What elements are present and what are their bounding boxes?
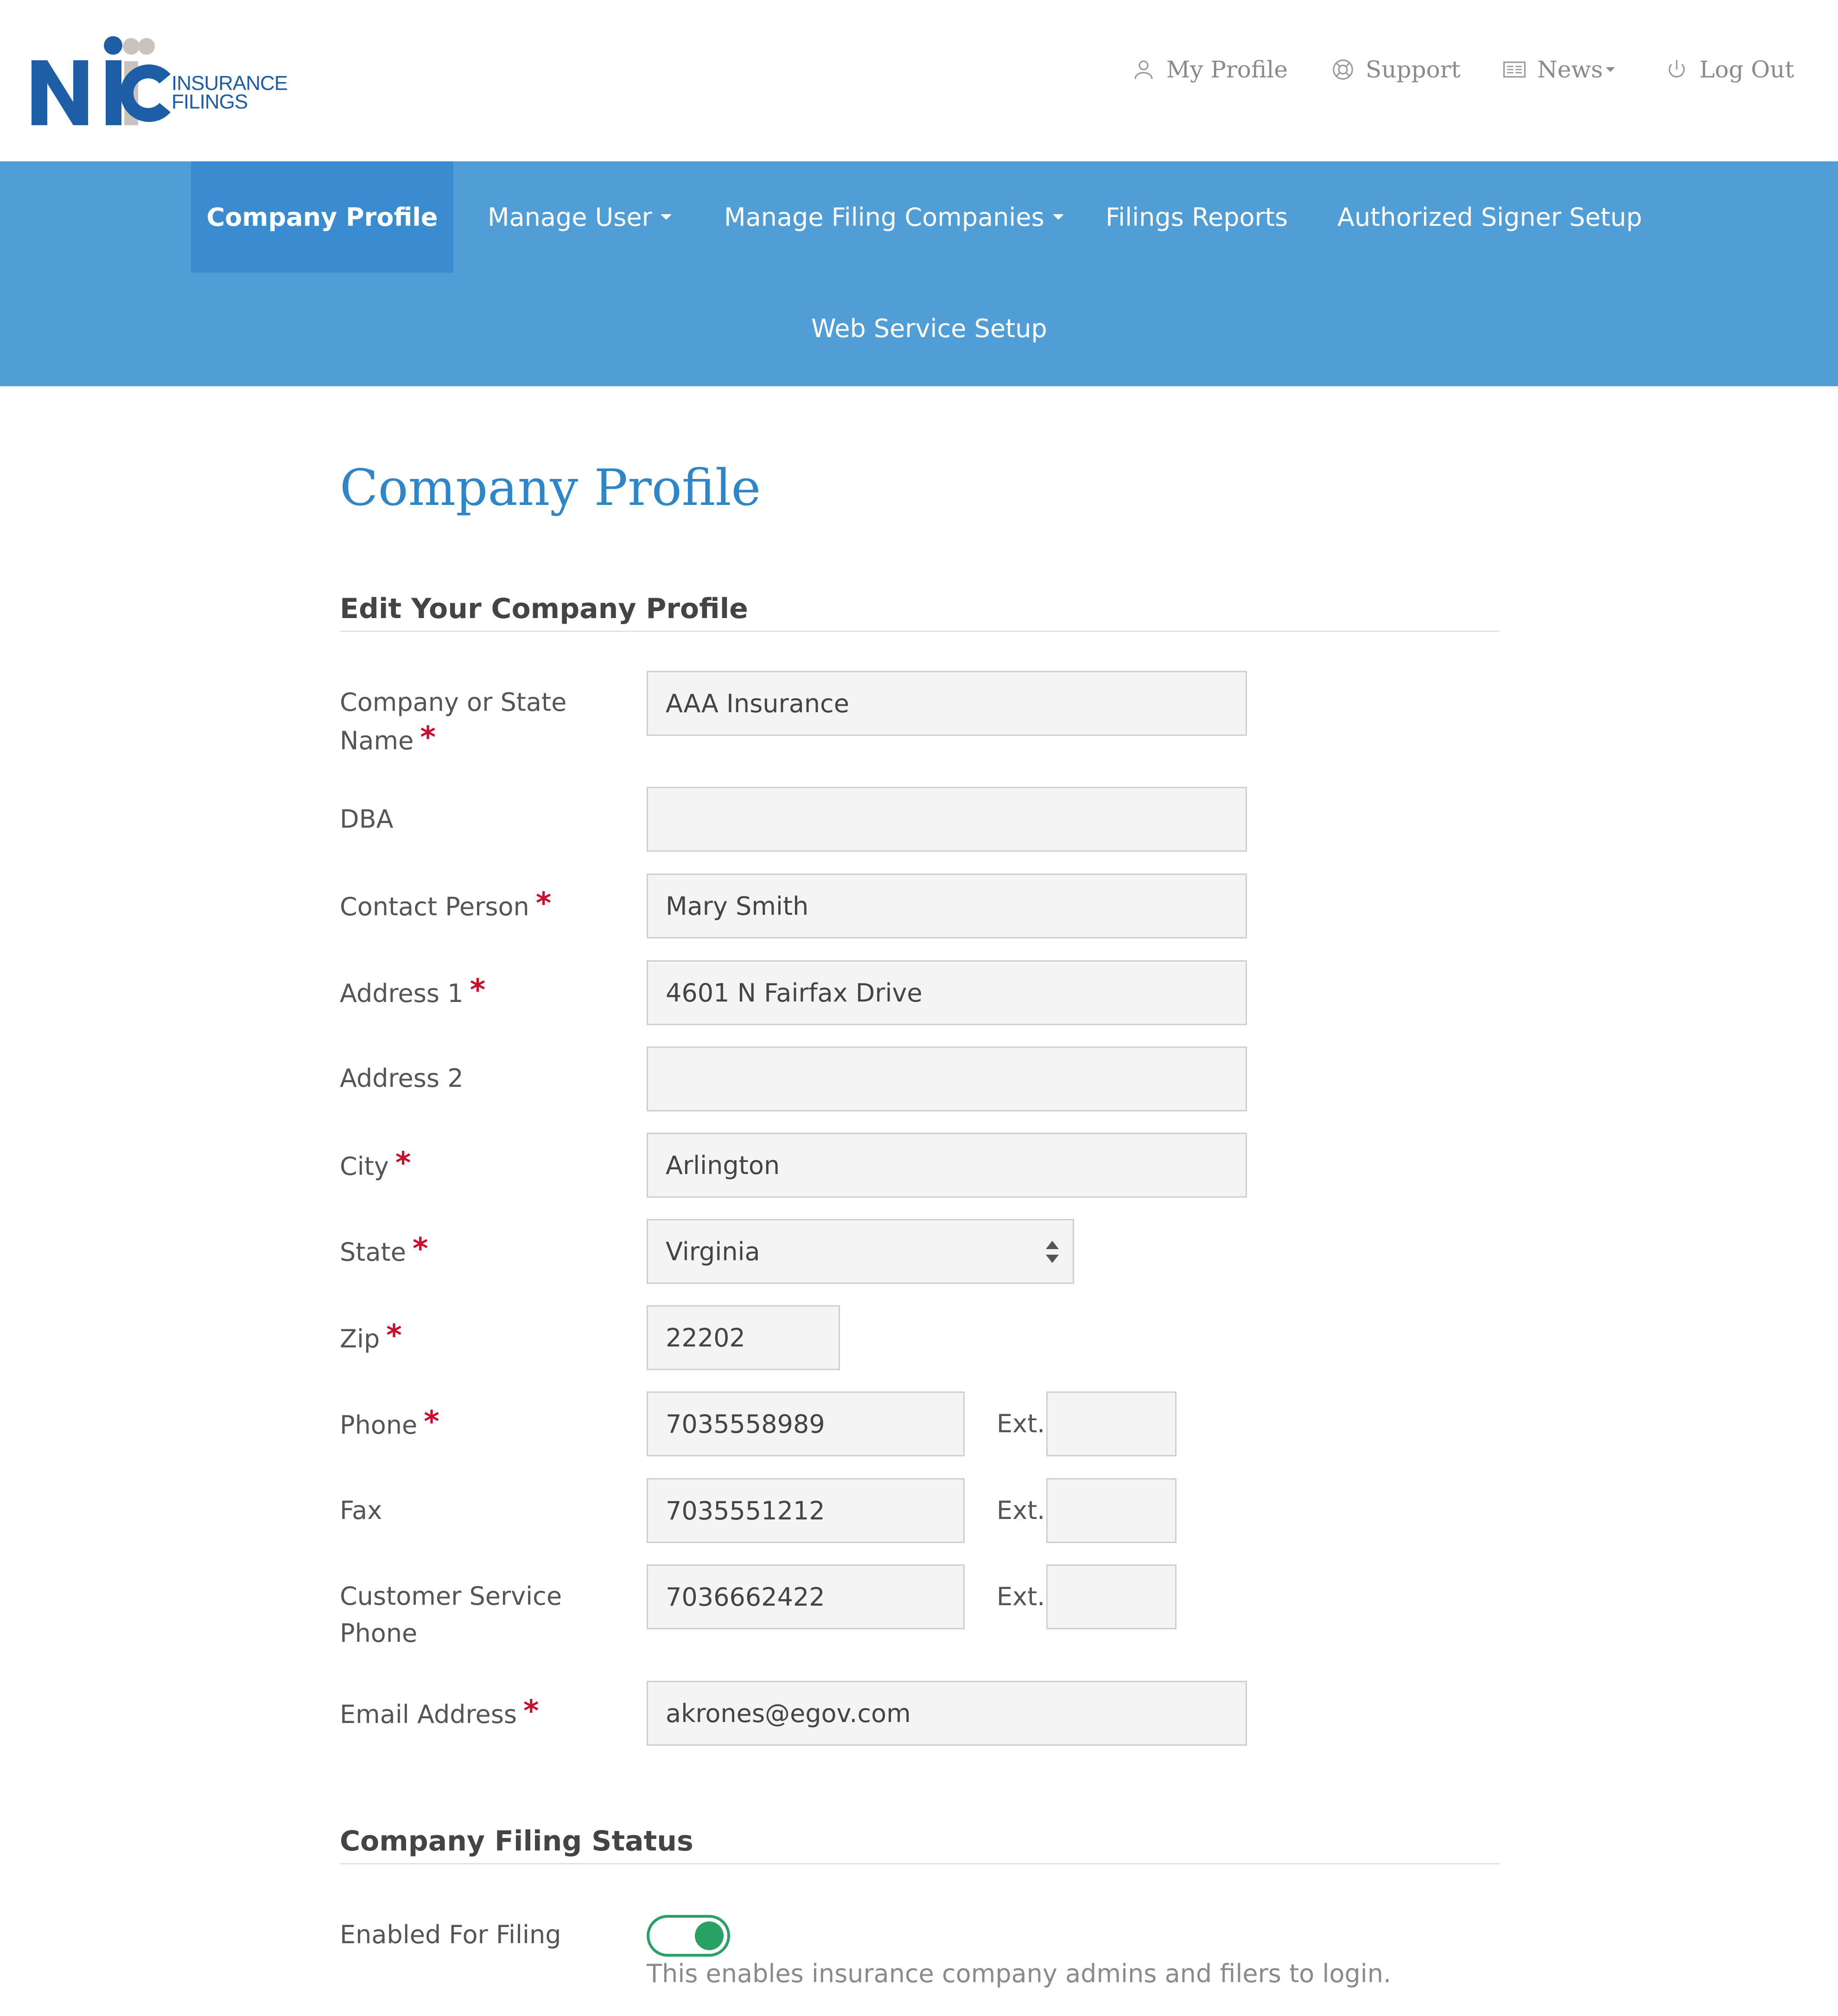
cs-phone-label: Customer Service Phone <box>340 1582 562 1648</box>
enabled-for-filing-label: Enabled For Filing <box>340 1920 561 1949</box>
nic-logo[interactable] <box>32 32 291 130</box>
enabled-help-text: This enables insurance company admins and filers to login. <box>647 1959 1392 1988</box>
address1-input[interactable]: 4601 N Fairfax Drive <box>647 960 1247 1025</box>
dba-label: DBA <box>340 804 394 834</box>
zip-label: Zip * <box>340 1319 402 1353</box>
nav-filings-reports[interactable]: Filings Reports <box>1106 202 1288 232</box>
user-icon <box>1131 57 1156 82</box>
required-marker: * <box>535 887 552 921</box>
fax-ext-input[interactable] <box>1046 1478 1177 1543</box>
cs-phone-ext-label: Ext. <box>997 1582 1045 1611</box>
required-marker: * <box>412 1232 428 1266</box>
fax-label: Fax <box>340 1496 382 1525</box>
support-link[interactable]: Support <box>1330 51 1461 88</box>
chevron-down-icon <box>1606 67 1615 72</box>
address1-label: Address 1 * <box>340 973 486 1008</box>
required-marker: * <box>420 721 436 755</box>
cs-phone-input[interactable]: 7036662422 <box>647 1564 965 1629</box>
power-icon <box>1664 57 1689 82</box>
enabled-for-filing-toggle[interactable] <box>647 1915 730 1957</box>
newspaper-icon <box>1502 57 1527 82</box>
caret-down-icon <box>661 214 672 220</box>
address2-input[interactable] <box>647 1046 1247 1111</box>
section-edit-title: Edit Your Company Profile <box>340 593 748 625</box>
section-divider <box>340 1863 1500 1864</box>
zip-input[interactable]: 22202 <box>647 1305 840 1370</box>
phone-input[interactable]: 7035558989 <box>647 1391 965 1456</box>
required-marker: * <box>470 973 486 1008</box>
required-marker: * <box>523 1694 539 1729</box>
my-profile-link[interactable]: My Profile <box>1131 51 1288 88</box>
dba-input[interactable] <box>647 787 1247 852</box>
site-header <box>0 0 1838 161</box>
page-title: Company Profile <box>340 459 761 517</box>
nav-company-profile[interactable]: Company Profile <box>191 161 453 273</box>
state-label: State * <box>340 1232 428 1267</box>
nav-manage-filing-companies[interactable]: Manage Filing Companies <box>696 161 1092 273</box>
cs-phone-ext-input[interactable] <box>1046 1564 1177 1629</box>
lifebuoy-icon <box>1330 57 1355 82</box>
contact-person-input[interactable]: Mary Smith <box>647 874 1247 938</box>
company-name-label: Company or State Name * <box>340 688 567 755</box>
logout-link[interactable]: Log Out <box>1664 51 1794 88</box>
fax-ext-label: Ext. <box>997 1496 1045 1525</box>
city-label: City * <box>340 1146 411 1181</box>
logo-wordmark: INSURANCE FILINGS <box>172 72 288 113</box>
select-arrows-icon <box>1045 1239 1060 1265</box>
phone-ext-label: Ext. <box>997 1409 1045 1438</box>
fax-input[interactable]: 7035551212 <box>647 1478 965 1543</box>
section-divider <box>340 631 1500 632</box>
phone-ext-input[interactable] <box>1046 1391 1177 1456</box>
address2-label: Address 2 <box>340 1064 464 1093</box>
email-input[interactable]: akrones@egov.com <box>647 1681 1247 1746</box>
main-nav <box>0 161 1838 386</box>
phone-label: Phone * <box>340 1405 439 1440</box>
nav-web-service-setup[interactable]: Web Service Setup <box>811 313 1047 343</box>
section-status-title: Company Filing Status <box>340 1825 693 1857</box>
nav-manage-user[interactable]: Manage User <box>460 161 700 273</box>
city-input[interactable]: Arlington <box>647 1133 1247 1198</box>
news-dropdown[interactable]: News <box>1502 51 1615 88</box>
toggle-knob <box>695 1921 724 1950</box>
company-name-input[interactable]: AAA Insurance <box>647 671 1247 736</box>
required-marker: * <box>424 1405 439 1439</box>
email-label: Email Address * <box>340 1694 539 1729</box>
caret-down-icon <box>1053 214 1064 220</box>
required-marker: * <box>395 1146 411 1180</box>
required-marker: * <box>386 1319 402 1353</box>
contact-person-label: Contact Person * <box>340 887 552 921</box>
state-select[interactable]: Virginia <box>647 1219 1074 1284</box>
nav-authorized-signer-setup[interactable]: Authorized Signer Setup <box>1337 202 1642 232</box>
